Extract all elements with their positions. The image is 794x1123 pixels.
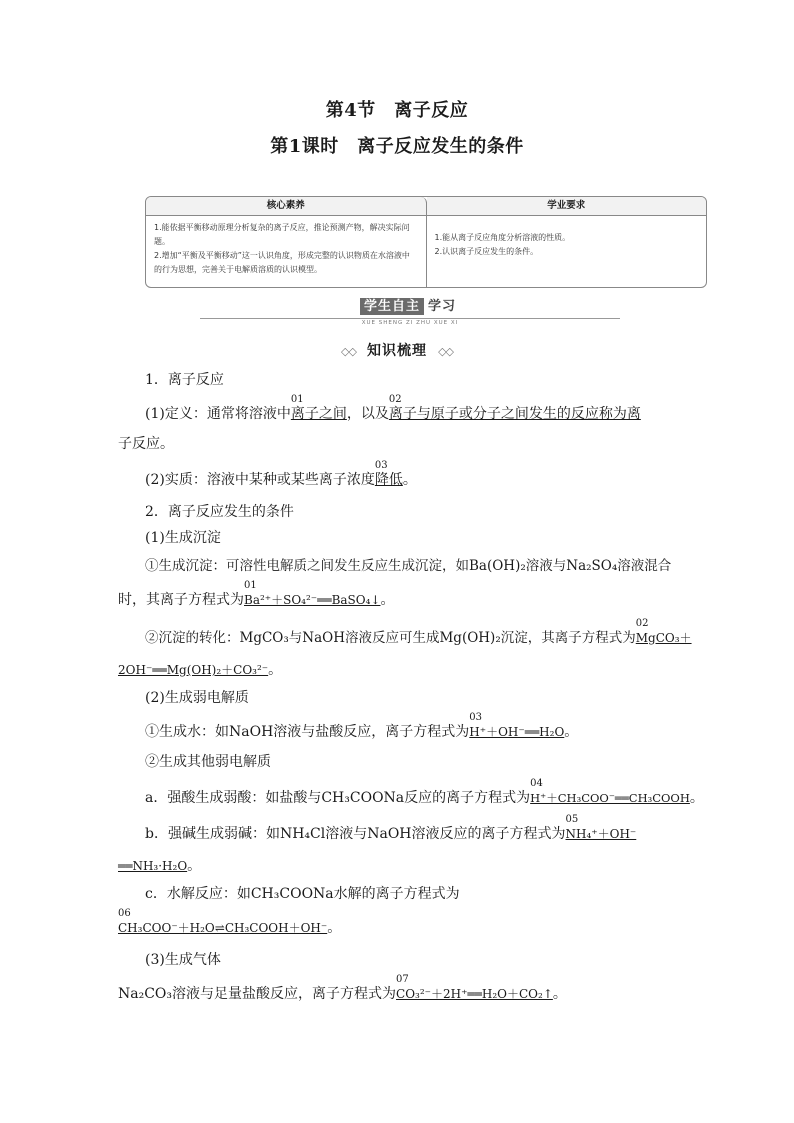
- requirements-table: [145, 196, 707, 288]
- subheading-weak-electrolyte: (2)生成弱电解质: [145, 690, 249, 706]
- core-literacy-column: [146, 216, 427, 287]
- text: 。: [268, 662, 283, 678]
- answer: 离子与原子或分子之间发生的反应称为离: [388, 406, 641, 422]
- blank-01: [290, 394, 347, 422]
- hydrolysis-line: c．水解反应：如CH₃COONa水解的离子方程式为: [145, 886, 460, 902]
- blank-a04: [530, 778, 690, 806]
- section-title: 第4节 离子反应: [325, 100, 469, 121]
- answer: NH₄⁺＋OH⁻: [565, 827, 637, 841]
- self-study-banner: [200, 298, 620, 328]
- answer: H⁺＋OH⁻══H₂O: [469, 725, 565, 739]
- answer: CO₃²⁻＋2H⁺══H₂O＋CO₂↑: [396, 987, 553, 1001]
- academic-requirements-column: [427, 216, 707, 287]
- essence-line: [145, 460, 417, 490]
- text: 。: [689, 790, 704, 806]
- hydrolysis-equation-line: [118, 908, 342, 938]
- blank-b05: [565, 814, 637, 842]
- lesson-title: 第1课时 离子反应发生的条件: [270, 136, 524, 157]
- banner-dark-text: 学生自主: [360, 298, 424, 315]
- left-diamond-icon: ◇◇: [340, 345, 356, 358]
- blank-02: [388, 394, 641, 422]
- definition-line: [145, 394, 641, 424]
- blank-g07: [396, 974, 553, 1002]
- blank-p02-cont: [118, 662, 268, 678]
- text: 。: [187, 858, 202, 874]
- blank-number: 06: [118, 908, 131, 919]
- precipitate-line: ①生成沉淀：可溶性电解质之间发生反应生成沉淀，如Ba(OH)₂溶液与Na₂SO₄溶液混合: [145, 558, 672, 574]
- section-label: 知识梳理: [367, 343, 427, 359]
- heading-conditions: 2．离子反应发生的条件: [145, 504, 294, 520]
- blank-w03: [469, 712, 565, 740]
- other-weak-line: ②生成其他弱电解质: [145, 754, 271, 770]
- answer: 降低: [374, 472, 403, 488]
- blank-number: 04: [530, 778, 543, 789]
- blank-b05-cont: [118, 858, 187, 874]
- text: 。: [327, 920, 342, 936]
- answer: ══NH₃·H₂O: [118, 859, 188, 873]
- banner-label: [360, 298, 460, 315]
- conversion-line: [145, 618, 692, 648]
- precipitate-equation-line: [118, 580, 395, 610]
- heading-ionic-reaction: 1．离子反应: [145, 372, 224, 388]
- text: 时，其离子方程式为: [118, 592, 244, 608]
- gas-line: [118, 974, 567, 1004]
- answer: CH₃COO⁻＋H₂O⇌CH₃COOH＋OH⁻: [118, 921, 328, 935]
- answer: 2OH⁻══Mg(OH)₂＋CO₃²⁻: [118, 663, 269, 677]
- weak-base-line-end: [118, 856, 201, 876]
- blank-number: 02: [635, 618, 649, 629]
- text: 。: [380, 592, 395, 608]
- subheading-gas: (3)生成气体: [145, 952, 221, 968]
- blank-p01: [244, 580, 381, 608]
- answer: 离子之间: [290, 406, 347, 422]
- core-literacy-item: 1.能依据平衡移动原理分析复杂的离子反应，推论预测产物，解决实际问题。: [154, 223, 410, 246]
- right-diamond-icon: ◇◇: [438, 345, 454, 358]
- weak-base-line: [145, 814, 637, 844]
- requirements-body: [146, 216, 706, 287]
- academic-requirement-item: 2.认识离子反应发生的条件。: [434, 247, 539, 256]
- blank-number: 03: [469, 712, 483, 723]
- banner-pinyin: XUE SHENG ZI ZHU XUE XI: [361, 320, 459, 326]
- text: Na₂CO₃溶液与足量盐酸反应，离子方程式为: [118, 986, 397, 1002]
- text: ，以及: [346, 406, 389, 422]
- text: 。: [564, 724, 579, 740]
- text: b．强碱生成弱碱：如NH₄Cl溶液与NaOH溶液反应的离子方程式为: [145, 826, 566, 842]
- blank-number: 01: [244, 580, 257, 591]
- text: ①生成水：如NaOH溶液与盐酸反应，离子方程式为: [145, 724, 470, 740]
- blank-number: 01: [290, 394, 304, 405]
- knowledge-section-heading: [0, 340, 794, 360]
- banner-light-text: 学习: [428, 299, 457, 314]
- text: (1)定义：通常将溶液中: [145, 406, 291, 422]
- conversion-line-end: [118, 660, 282, 680]
- blank-03: [374, 460, 403, 488]
- core-literacy-item: 2.增加“平衡及平衡移动”这一认识角度，形成完整的认识物质在水溶液中的行为思想，完善关于电解质溶质的认识模型。: [154, 251, 410, 274]
- academic-requirement-item: 1.能从离子反应角度分析溶液的性质。: [434, 233, 571, 242]
- blank-number: 02: [388, 394, 402, 405]
- weak-acid-line: [145, 778, 704, 808]
- blank-c06: [118, 908, 328, 936]
- blank-number: 07: [396, 974, 409, 985]
- answer: Ba²⁺＋SO₄²⁻══BaSO₄↓: [244, 593, 381, 607]
- blank-number: 03: [374, 460, 388, 471]
- banner-divider: [200, 318, 620, 319]
- water-line: [145, 712, 579, 742]
- definition-line-end: 子反应。: [118, 436, 174, 452]
- academic-requirements-header: 学业要求: [427, 197, 707, 215]
- blank-p02: [635, 618, 692, 646]
- text: (2)实质：溶液中某种或某些离子浓度: [145, 472, 375, 488]
- blank-number: 05: [565, 814, 579, 825]
- text: a．强酸生成弱酸：如盐酸与CH₃COONa反应的离子方程式为: [145, 790, 531, 806]
- core-literacy-header: 核心素养: [146, 197, 427, 215]
- answer: MgCO₃＋: [635, 631, 692, 645]
- requirements-header: [146, 197, 706, 216]
- text: ②沉淀的转化：MgCO₃与NaOH溶液反应可生成Mg(OH)₂沉淀，其离子方程式为: [145, 630, 636, 646]
- answer: H⁺＋CH₃COO⁻══CH₃COOH: [530, 791, 690, 805]
- text: 。: [552, 986, 567, 1002]
- subheading-precipitate: (1)生成沉淀: [145, 530, 221, 546]
- text: 。: [402, 472, 417, 488]
